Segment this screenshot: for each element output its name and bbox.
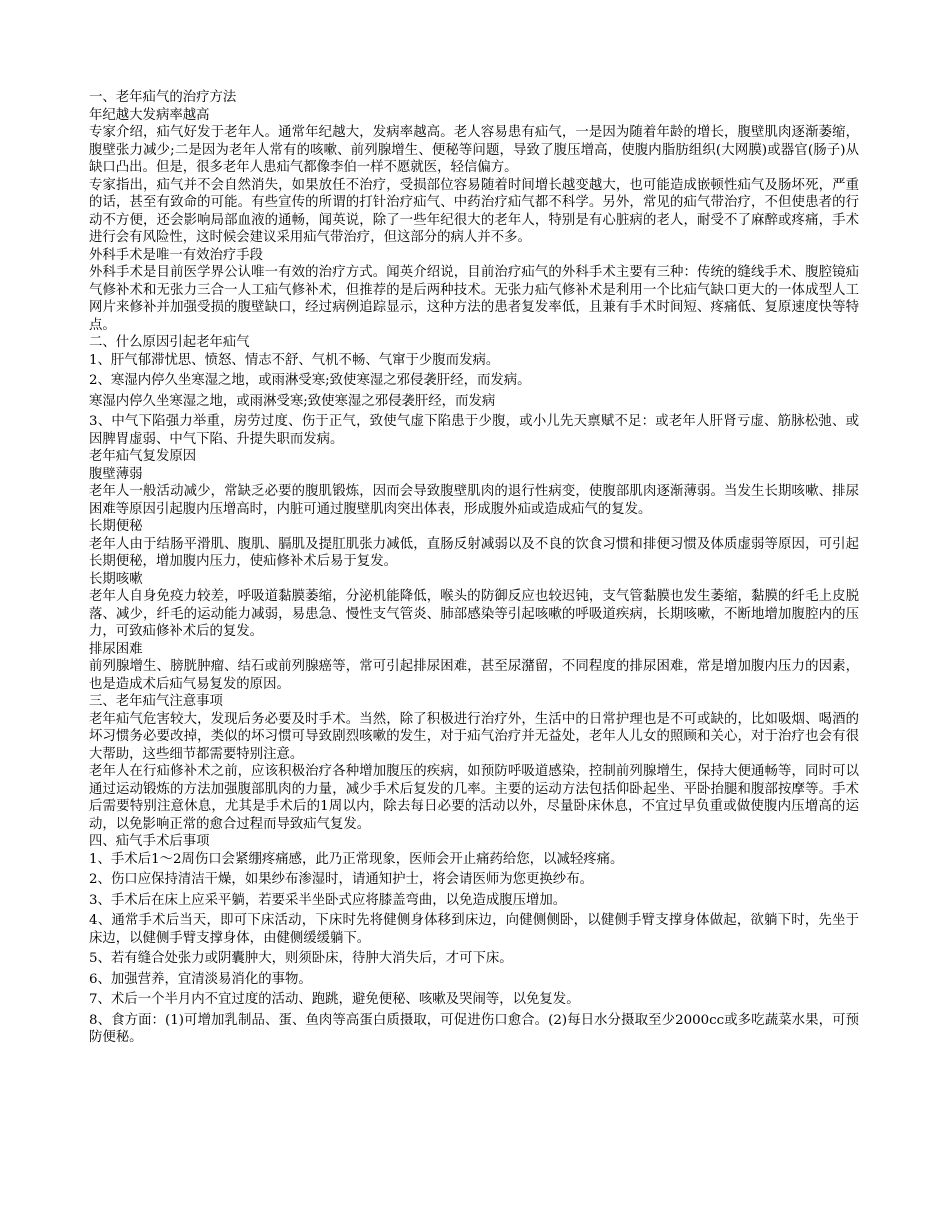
- paragraph: 老年人一般活动减少，常缺乏必要的腹肌锻炼，因而会导致腹壁肌肉的退行性病变，使腹部肌肉逐渐薄弱。当发生长期咳嗽、排尿困难等原因引起腹内压增高时，内脏可通过腹壁肌肉突出体表，形成腹外疝或造成疝气的复发。: [89, 484, 859, 517]
- section-heading: 腹壁薄弱: [89, 466, 143, 482]
- paragraph: 专家指出，疝气并不会自然消失，如果放任不治疗，受损部位容易随着时间增长越变越大，也可能造成嵌顿性疝气及肠坏死，严重的话，甚至有致命的可能。有些宣传的所谓的打针治疗疝气、中药治疗疝气都不科学。另外，常见的疝气带治疗，不但使患者的行动不方便，还会影响局部血液的通畅，闻英说，除了一些年纪很大的老年人，特别是有心脏病的老人，耐受不了麻醉或疼痛，手术进行会有风险性，这时候会建议采用疝气带治疗，但这部分的病人并不多。: [89, 177, 859, 245]
- paragraph: 6、加强营养，宜清淡易消化的事物。: [89, 971, 312, 987]
- section-heading: 排尿困难: [89, 641, 143, 657]
- paragraph: 8、食方面：(1)可增加乳制品、蛋、鱼肉等高蛋白质摄取，可促进伤口愈合。(2)每日水分摄取至少2000cc或多吃蔬菜水果，可预防便秘。: [89, 1012, 859, 1045]
- paragraph: 老年人自身免疫力较差，呼吸道黏膜萎缩，分泌机能降低，喉头的防御反应也较迟钝，支气管黏膜也发生萎缩，黏膜的纤毛上皮脱落、减少，纤毛的运动能力减弱，易患急、慢性支气管炎、肺部感染等引起咳嗽的呼吸道疾病，长期咳嗽，不断地增加腹腔内的压力，可致疝修补术后的复发。: [89, 589, 859, 639]
- section-heading: 年纪越大发病率越高: [89, 107, 210, 123]
- paragraph: 7、术后一个半月内不宜过度的活动、跑跳，避免便秘、咳嗽及哭闹等，以免复发。: [89, 992, 580, 1007]
- section-heading: 四、疝气手术后事项: [89, 834, 210, 849]
- paragraph: 老年疝气危害较大，发现后务必要及时手术。当然，除了积极进行治疗外，生活中的日常护理也是不可或缺的，比如吸烟、喝酒的坏习惯务必要改掉，类似的坏习惯可导致剧烈咳嗽的发生，对于疝气治疗并无益处，老年人儿女的照顾和关心，对于治疗也会有很大帮助，这些细节都需要特别注意。: [89, 711, 859, 762]
- document-body: [89, 89, 859, 1047]
- paragraph: 专家介绍，疝气好发于老年人。通常年纪越大，发病率越高。老人容易患有疝气，一是因为随着年龄的增长，腹壁肌肉逐渐萎缩，腹壁张力减少;二是因为老年人常有的咳嗽、前列腺增生、便秘等问题，导致了腹压增高，使腹内脂肪组织(大网膜)或器官(肠子)从缺口凸出。但是，很多老年人患疝气都像李伯一样不愿就医，轻信偏方。: [89, 125, 859, 175]
- paragraph: 寒湿内停久坐寒湿之地，或雨淋受寒;致使寒湿之邪侵袭肝经，而发病: [89, 393, 496, 409]
- section-heading: 长期咳嗽: [89, 571, 143, 587]
- section-heading: 老年疝气复发原因: [89, 449, 197, 464]
- paragraph: 老年人由于结肠平滑肌、腹肌、膈肌及提肛肌张力减低，直肠反射减弱以及不良的饮食习惯和排便习惯及体质虚弱等原因，可引起长期便秘，增加腹内压力，使疝修补术后易于复发。: [89, 536, 859, 569]
- paragraph: 3、中气下陷强力举重，房劳过度、伤于正气，致使气虚下陷患于少腹，或小儿先天禀赋不足：或老年人肝肾亏虚、筋脉松弛、或因脾胃虚弱、中气下陷、升提失职而发病。: [89, 414, 859, 447]
- paragraph: 前列腺增生、膀胱肿瘤、结石或前列腺癌等，常可引起排尿困难，甚至尿潴留，不同程度的排尿困难，常是增加腹内压力的因素，也是造成术后疝气易复发的原因。: [89, 659, 859, 692]
- paragraph: 1、肝气郁滞忧思、愤怒、情志不舒、气机不畅、气窜于少腹而发病。: [89, 352, 500, 368]
- paragraph: 1、手术后1～2周伤口会紧绷疼痛感，此乃正常现象，医师会开止痛药给您，以减轻疼痛。: [89, 851, 624, 867]
- paragraph: 老年人在行疝修补术之前，应该积极治疗各种增加腹压的疾病，如预防呼吸道感染，控制前列腺增生，保持大便通畅等，同时可以通过运动锻炼的方法加强腹部肌肉的力量，减少手术后复发的几率。主要的运动方法包括仰卧起坐、平卧抬腿和腹部按摩等。手术后需要特别注意休息，尤其是手术后的1周以内，除去每日必要的活动以外，尽量卧床休息，不宜过早负重或做使腹内压增高的运动，以免影响正常的愈合过程而导致疝气复发。: [89, 764, 859, 832]
- paragraph: 2、寒湿内停久坐寒湿之地，或雨淋受寒;致使寒湿之邪侵袭肝经，而发病。: [89, 373, 531, 388]
- section-heading: 二、什么原因引起老年疝气: [89, 335, 250, 350]
- paragraph: 2、伤口应保持清洁干燥，如果纱布渗湿时，请通知护士，将会请医师为您更换纱布。: [89, 872, 593, 887]
- paragraph: 3、手术后在床上应采平躺，若要采半坐卧式应将膝盖弯曲，以免造成腹压增加。: [89, 892, 567, 908]
- section-heading: 外科手术是唯一有效治疗手段: [89, 247, 264, 263]
- section-heading: 三、老年疝气注意事项: [89, 694, 223, 709]
- paragraph: 外科手术是目前医学界公认唯一有效的治疗方式。闻英介绍说，目前治疗疝气的外科手术主要有三种：传统的缝线手术、腹腔镜疝气修补术和无张力三合一人工疝气修补术，但推荐的是后两种技术。无张力疝气修补术是利用一个比疝气缺口更大的一体成型人工网片来修补并加强受损的腹壁缺口，经过病例追踪显示，这种方法的患者复发率低，且兼有手术时间短、疼痛低、复原速度快等特点。: [89, 265, 859, 333]
- section-heading: 长期便秘: [89, 519, 143, 534]
- paragraph: 5、若有缝合处张力或阴囊肿大，则须卧床，待肿大消失后，才可下床。: [89, 951, 513, 966]
- section-heading: 一、老年疝气的治疗方法: [89, 90, 237, 105]
- paragraph: 4、通常手术后当天，即可下床活动，下床时先将健侧身体移到床边，向健侧侧卧，以健侧手臂支撑身体做起，欲躺下时，先坐于床边，以健侧手臂支撑身体，由健侧缓缓躺下。: [89, 913, 859, 946]
